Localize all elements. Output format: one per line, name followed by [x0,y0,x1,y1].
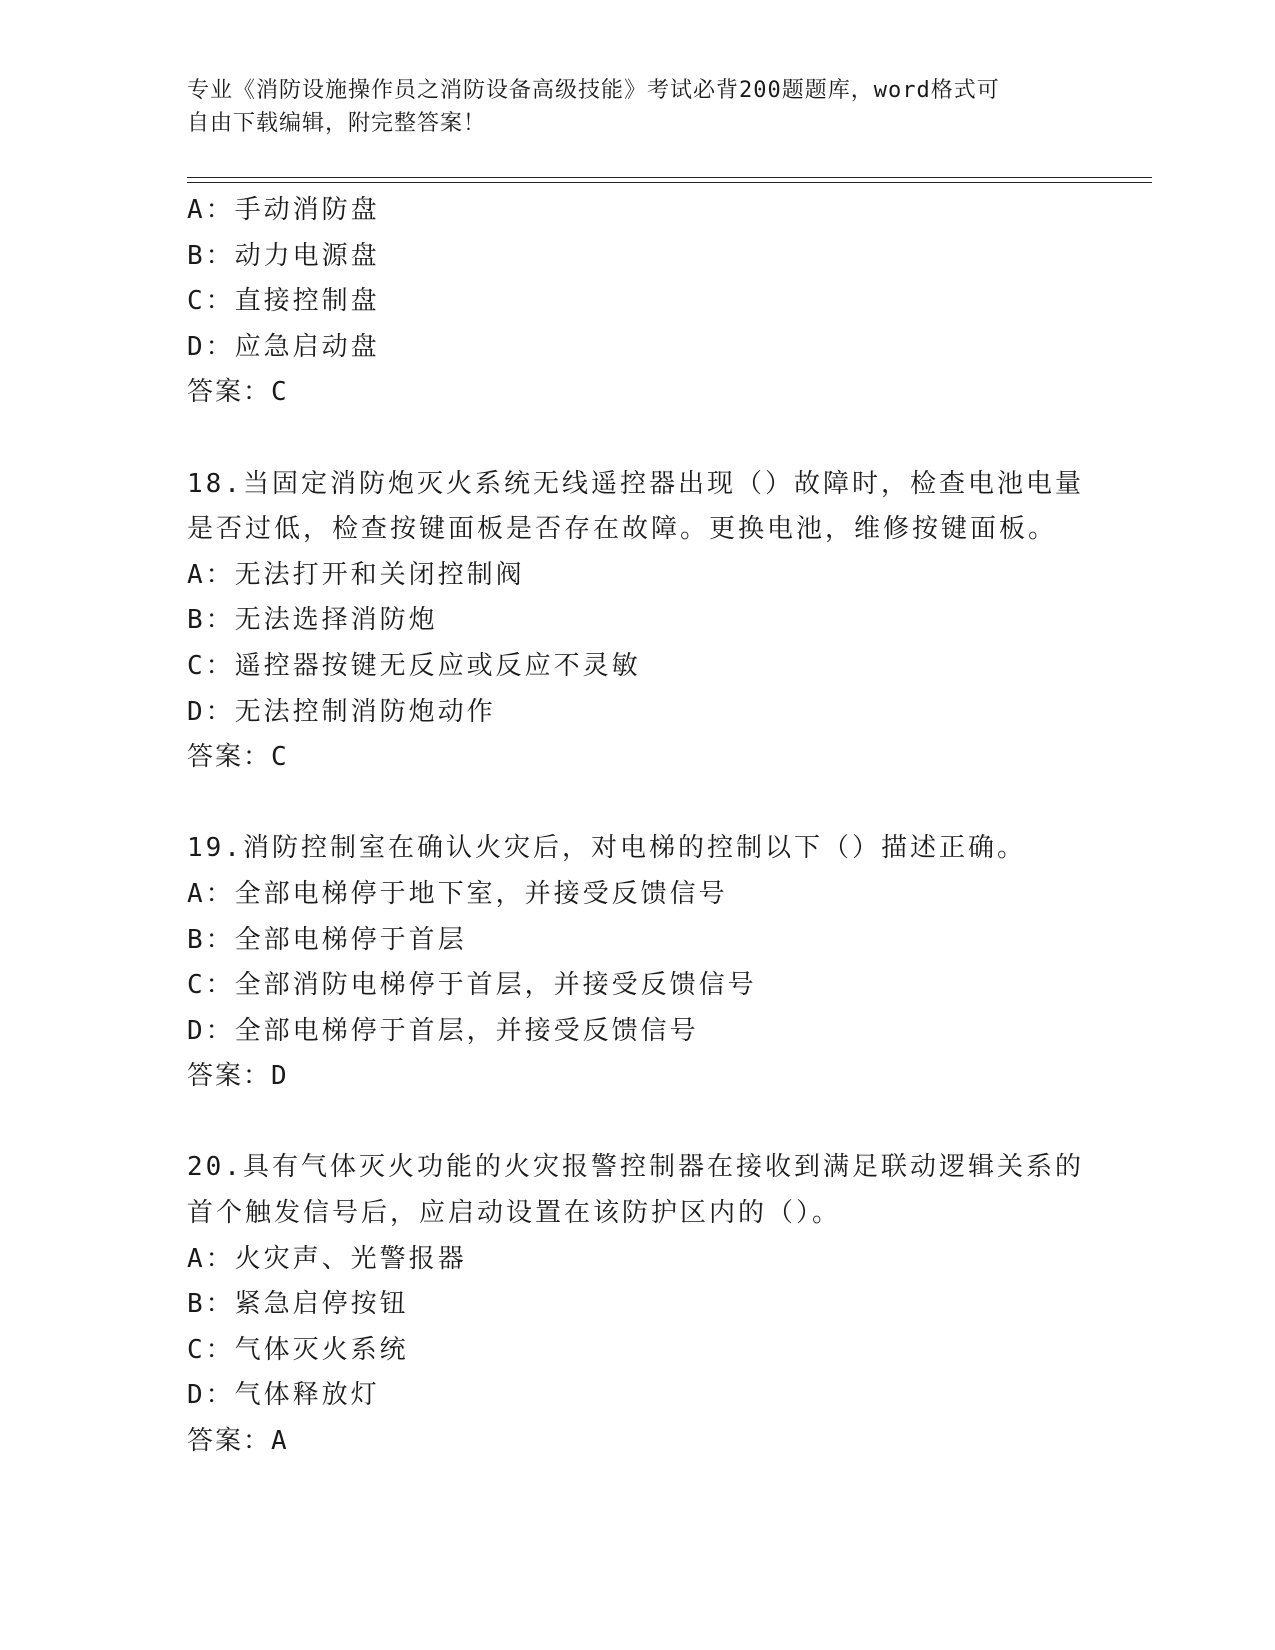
option-b: B：无法选择消防炮 [187,605,438,636]
option-a: A：全部电梯停于地下室，并接受反馈信号 [187,878,728,909]
question-stem-line-2: 是否过低，检查按键面板是否存在故障。更换电池，维修按键面板。 [187,514,1058,545]
option-a: A：无法打开和关闭控制阀 [187,559,525,590]
option-b: B：动力电源盘 [187,240,380,271]
option-d: D：无法控制消防炮动作 [187,696,496,727]
header-divider-bottom [187,182,1152,183]
option-c: C：气体灭火系统 [187,1334,409,1365]
answer: 答案：D [187,1061,289,1092]
question-spacer [187,781,1127,827]
question-18 [187,462,1127,781]
option-a: A：火灾声、光警报器 [187,1243,467,1274]
option-a: A：手动消防盘 [187,195,380,225]
question-stem-line-1: 18.当固定消防炮灭火系统无线遥控器出现（）故障时，检查电池电量 [187,468,1084,499]
question-stem-line-1: 19.消防控制室在确认火灾后，对电梯的控制以下（）描述正确。 [187,833,1026,864]
header-divider-top [187,177,1152,178]
option-b: B：紧急启停按钮 [187,1289,409,1320]
option-c: C：直接控制盘 [187,286,380,317]
question-20 [187,1145,1127,1464]
question-19 [187,826,1127,1100]
question-stem-line-1: 20.具有气体灭火功能的火灾报警控制器在接收到满足联动逻辑关系的 [187,1152,1084,1183]
answer: 答案：C [187,377,289,408]
option-d: D：应急启动盘 [187,331,380,362]
header-title-line-1: 专业《消防设施操作员之消防设备高级技能》考试必背200题题库，word格式可 [187,78,1000,103]
question-spacer [187,1100,1127,1146]
question-spacer [187,416,1127,462]
header-title-line-2: 自由下载编辑，附完整答案！ [187,111,487,136]
option-c: C：全部消防电梯停于首层，并接受反馈信号 [187,970,757,1001]
option-d: D：气体释放灯 [187,1380,380,1411]
question-stem-line-2: 首个触发信号后，应启动设置在该防护区内的（）。 [187,1198,842,1229]
option-d: D：全部电梯停于首层，并接受反馈信号 [187,1015,699,1046]
question-list [187,188,1127,1465]
answer: 答案：C [187,742,289,773]
option-b: B：全部电梯停于首层 [187,924,467,955]
option-c: C：遥控器按键无反应或反应不灵敏 [187,650,641,681]
answer: 答案：A [187,1426,289,1457]
document-header [187,74,1067,140]
question-17 [187,188,1127,416]
